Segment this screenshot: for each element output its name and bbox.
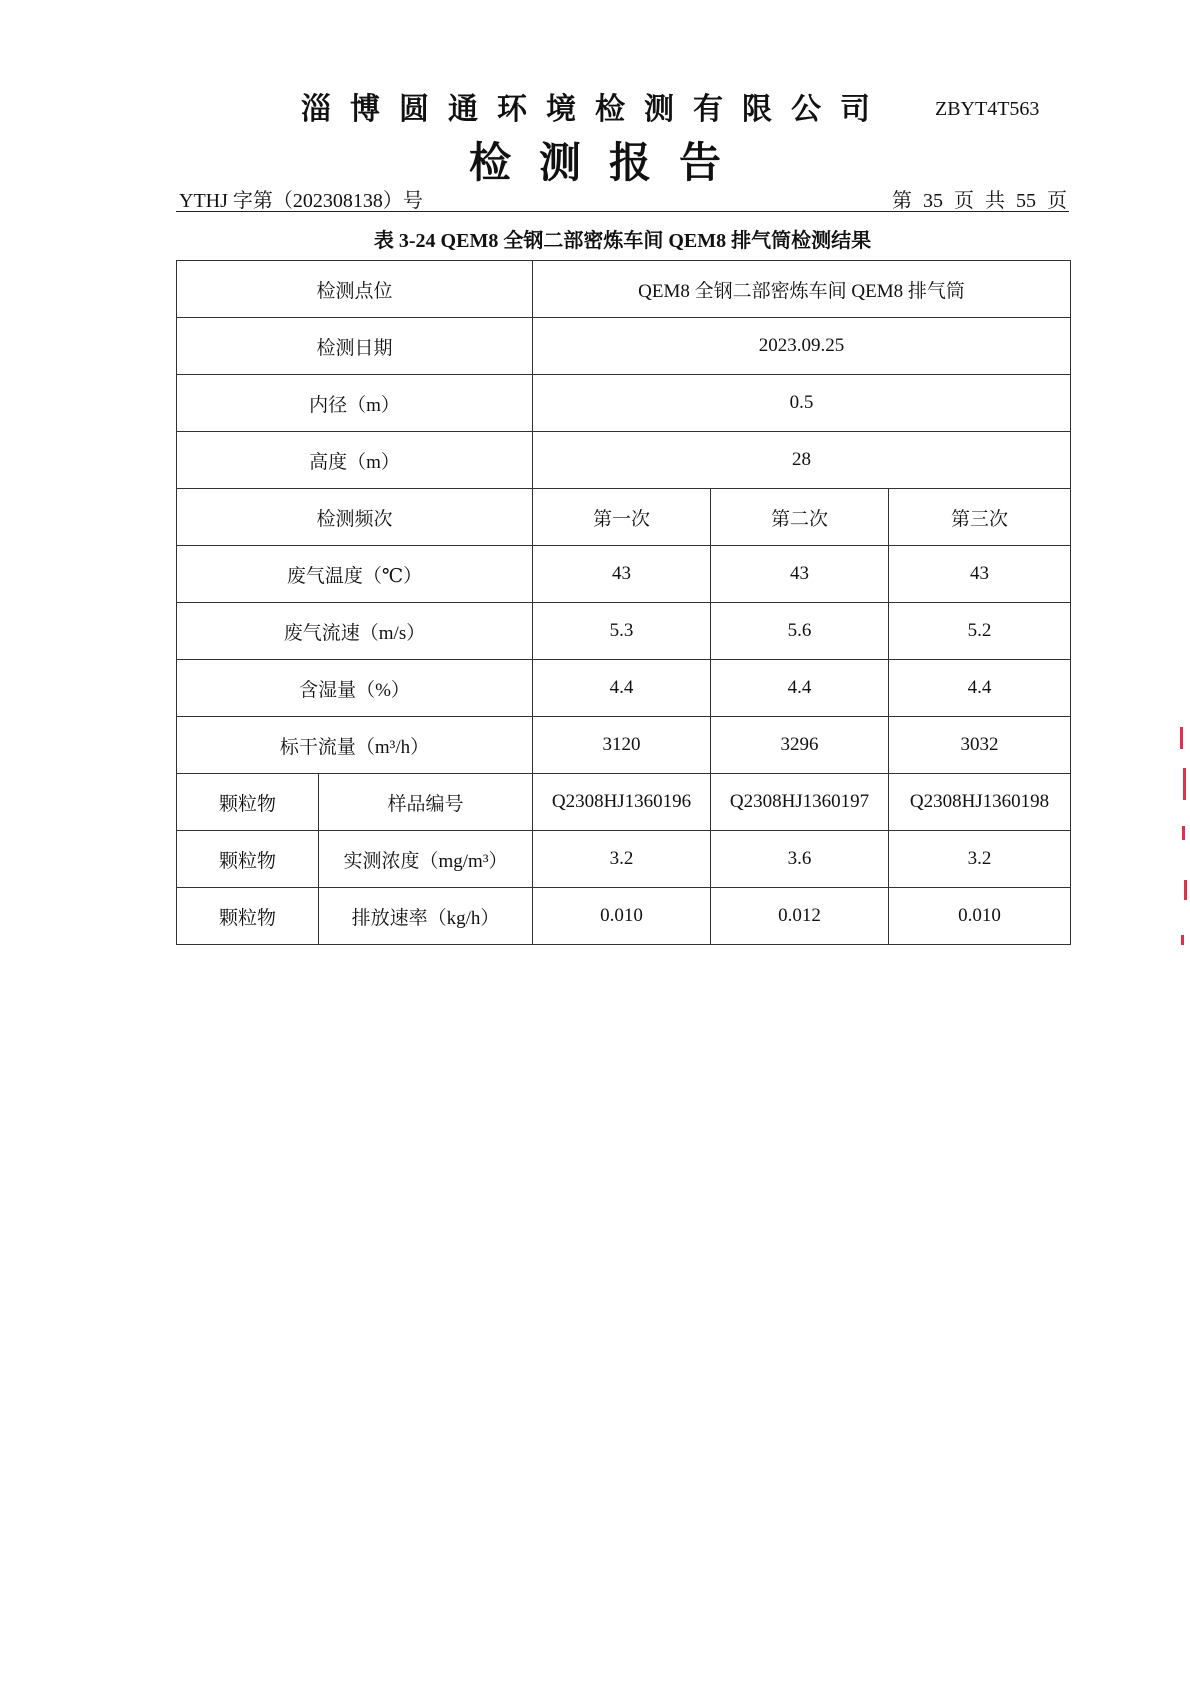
pollutant-value: 3.2 (533, 831, 711, 888)
param-label: 废气温度（℃） (177, 546, 533, 603)
document-code: ZBYT4T563 (935, 98, 1040, 120)
param-value: 5.3 (533, 603, 711, 660)
results-table (176, 260, 1071, 945)
param-value: 43 (711, 546, 889, 603)
param-value: 43 (889, 546, 1071, 603)
company-name: 淄博圆通环境检测有限公司 (301, 93, 889, 126)
stamp-fragment (1180, 727, 1183, 749)
pollutant-name: 颗粒物 (177, 774, 319, 831)
pollutant-value: 3.2 (889, 831, 1071, 888)
info-label: 内径（m） (177, 375, 533, 432)
report-title: 检测报告 (468, 141, 749, 187)
param-label: 标干流量（m³/h） (177, 717, 533, 774)
param-label: 含湿量（%） (177, 660, 533, 717)
info-label: 检测日期 (177, 318, 533, 375)
pollutant-value: Q2308HJ1360197 (711, 774, 889, 831)
info-label: 检测点位 (177, 261, 533, 318)
table-row (177, 375, 1071, 432)
table-row (177, 717, 1071, 774)
param-label: 废气流速（m/s） (177, 603, 533, 660)
stamp-fragment (1182, 826, 1185, 840)
table-row (177, 318, 1071, 375)
frequency-header: 第三次 (889, 489, 1071, 546)
table-caption: 表 3-24 QEM8 全钢二部密炼车间 QEM8 排气筒检测结果 (373, 230, 872, 252)
frequency-label: 检测频次 (177, 489, 533, 546)
stamp-fragment (1183, 768, 1186, 800)
pollutant-value: 3.6 (711, 831, 889, 888)
pollutant-name: 颗粒物 (177, 831, 319, 888)
param-value: 3032 (889, 717, 1071, 774)
table-row (177, 261, 1071, 318)
frequency-header: 第一次 (533, 489, 711, 546)
pollutant-value: Q2308HJ1360198 (889, 774, 1071, 831)
param-value: 5.2 (889, 603, 1071, 660)
pollutant-value: 0.010 (889, 888, 1071, 945)
table-row (177, 888, 1071, 945)
pollutant-item: 排放速率（kg/h） (319, 888, 533, 945)
info-value: 0.5 (533, 375, 1071, 432)
pollutant-name: 颗粒物 (177, 888, 319, 945)
report-number: YTHJ 字第（202308138）号 (179, 190, 423, 212)
page-info: 第 35 页 共 55 页 (892, 190, 1067, 212)
frequency-header: 第二次 (711, 489, 889, 546)
stamp-fragment (1181, 935, 1184, 945)
param-value: 5.6 (711, 603, 889, 660)
pollutant-item: 样品编号 (319, 774, 533, 831)
table-row (177, 774, 1071, 831)
table-row (177, 546, 1071, 603)
table-row (177, 603, 1071, 660)
info-value: 28 (533, 432, 1071, 489)
table-row (177, 831, 1071, 888)
pollutant-value: Q2308HJ1360196 (533, 774, 711, 831)
pollutant-value: 0.012 (711, 888, 889, 945)
param-value: 4.4 (889, 660, 1071, 717)
param-value: 3120 (533, 717, 711, 774)
param-value: 43 (533, 546, 711, 603)
param-value: 4.4 (711, 660, 889, 717)
header-divider (176, 211, 1069, 212)
table-row (177, 432, 1071, 489)
info-value: 2023.09.25 (533, 318, 1071, 375)
info-label: 高度（m） (177, 432, 533, 489)
table-row (177, 489, 1071, 546)
param-value: 4.4 (533, 660, 711, 717)
pollutant-value: 0.010 (533, 888, 711, 945)
pollutant-item: 实测浓度（mg/m³） (319, 831, 533, 888)
param-value: 3296 (711, 717, 889, 774)
stamp-fragment (1184, 880, 1187, 900)
table-row (177, 660, 1071, 717)
info-value: QEM8 全钢二部密炼车间 QEM8 排气筒 (533, 261, 1071, 318)
